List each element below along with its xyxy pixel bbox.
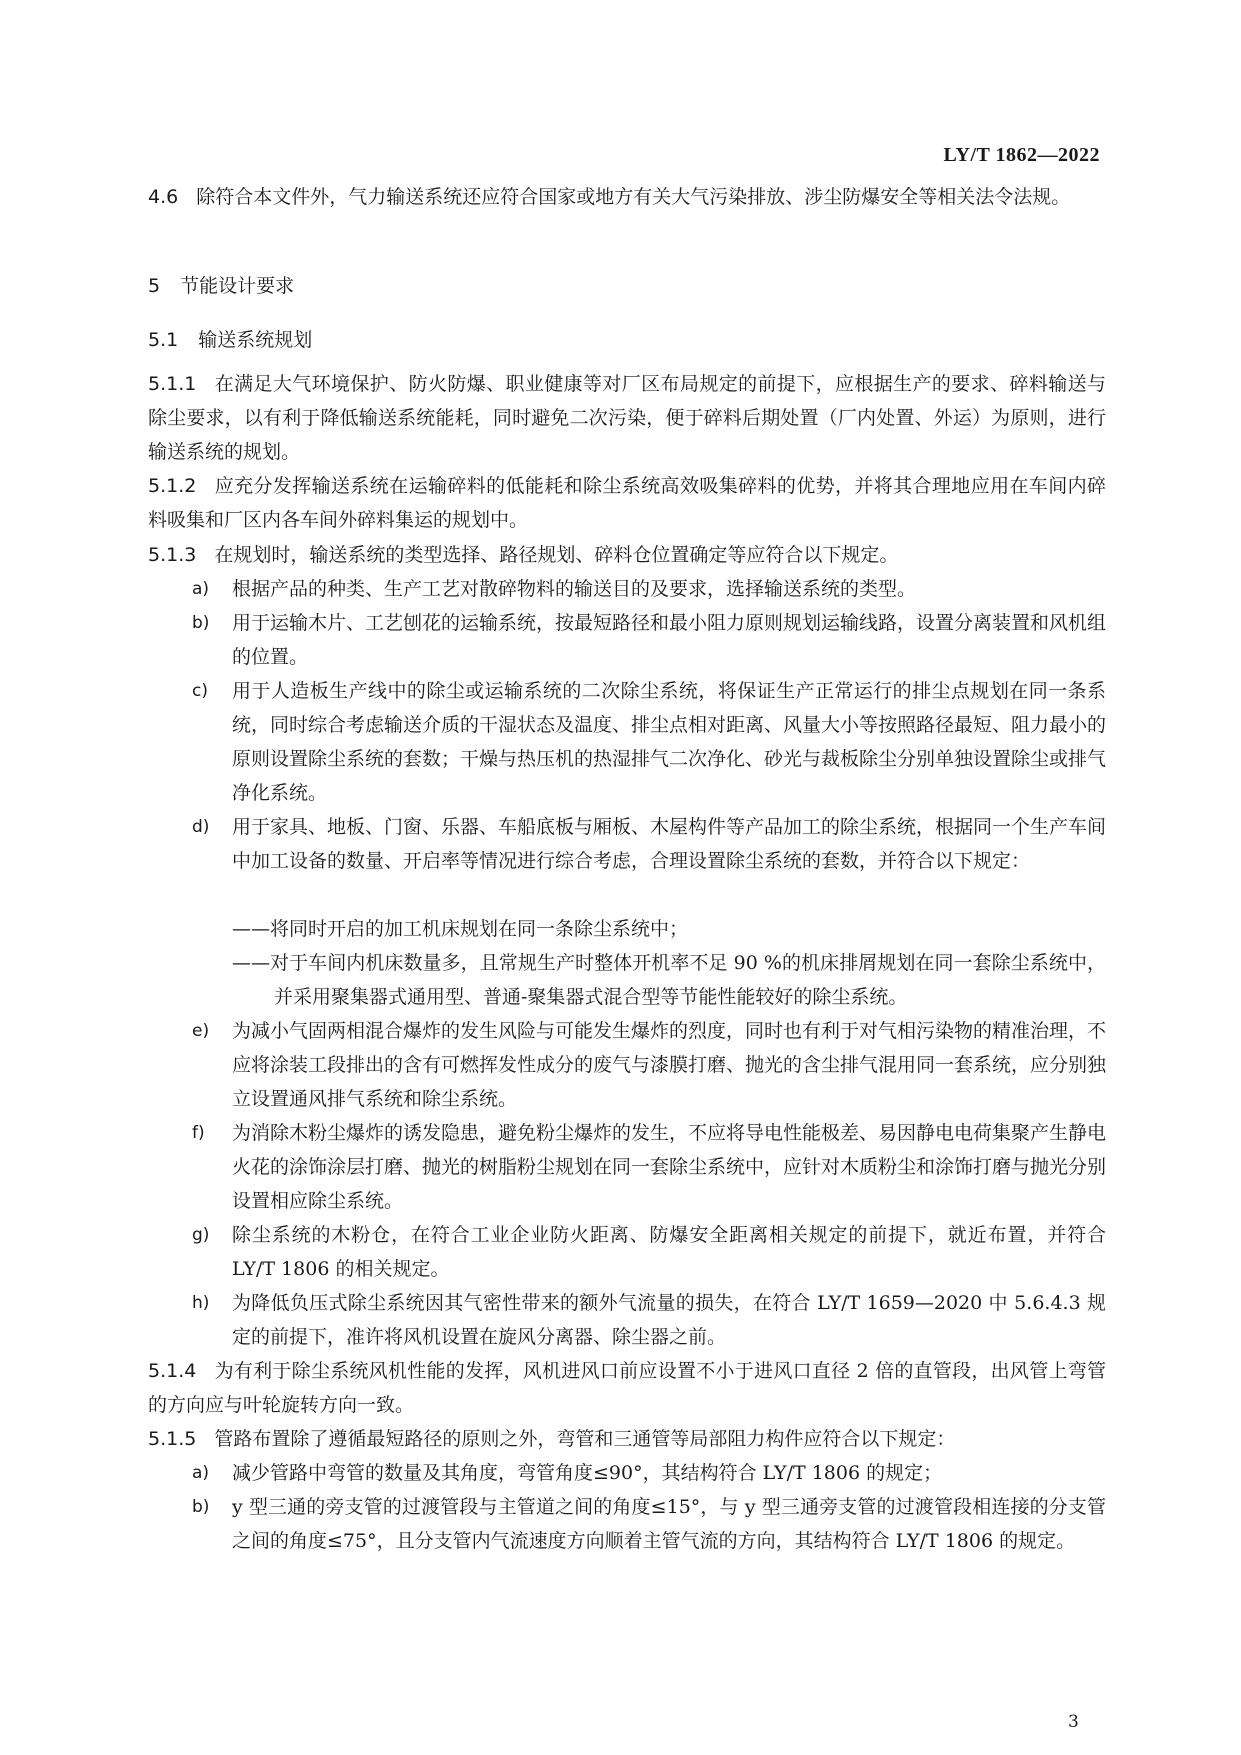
- list-marker: b): [192, 1497, 210, 1517]
- list-marker: e): [192, 1021, 210, 1041]
- clause-number: 5.1.2: [148, 475, 197, 497]
- list-text: 根据产品的种类、生产工艺对散碎物料的输送目的及要求，选择输送系统的类型。: [232, 578, 917, 600]
- clause-5-1-3: [148, 538, 1106, 572]
- list-item-c: [192, 674, 1106, 810]
- list-item-5-1-5-a: [192, 1456, 1106, 1490]
- list-marker: a): [192, 579, 210, 599]
- clause-5-1-2: [148, 469, 1106, 537]
- list-text: y 型三通的旁支管的过渡管段与主管道之间的角度≤15°，与 y 型三通旁支管的过渡管段相连接的分支管之间的角度≤75°，且分支管内气流速度方向顺着主管气流的方向，其结构符合 LY/T 1806 的规定。: [232, 1496, 1106, 1552]
- section-5-1-heading: [148, 323, 312, 357]
- clause-5-1-1: [148, 367, 1106, 469]
- list-marker: d): [192, 817, 210, 837]
- list-item-d: [192, 810, 1106, 878]
- list-marker: f): [192, 1123, 205, 1143]
- list-text: 为减小气固两相混合爆炸的发生风险与可能发生爆炸的烈度，同时也有利于对气相污染物的精准治理，不应将涂装工段排出的含有可燃挥发性成分的废气与漆膜打磨、抛光的含尘排气混用同一套系统，应分别独立设置通风排气系统和除尘系统。: [232, 1020, 1107, 1110]
- section-5-heading: [148, 269, 294, 303]
- list-item-5-1-5-b: [192, 1490, 1106, 1558]
- clause-5-1-4: [148, 1354, 1106, 1422]
- clause-number: 4.6: [148, 186, 179, 208]
- list-text: 用于人造板生产线中的除尘或运输系统的二次除尘系统，将保证生产正常运行的排尘点规划在同一条系统，同时综合考虑输送介质的干湿状态及温度、排尘点相对距离、风量大小等按照路径最短、阻力最小的原则设置除尘系统的套数；干燥与热压机的热湿排气二次净化、砂光与裁板除尘分别单独设置除尘或排气净化系统。: [232, 680, 1107, 804]
- list-item-b: [192, 606, 1106, 674]
- list-text: 除尘系统的木粉仓，在符合工业企业防火距离、防爆安全距离相关规定的前提下，就近布置，并符合 LY/T 1806 的相关规定。: [232, 1224, 1106, 1280]
- clause-number: 5.1.5: [148, 1428, 197, 1450]
- list-item-g: [192, 1218, 1106, 1286]
- dash-item-1: [232, 912, 1106, 946]
- page-number: 3: [1068, 1712, 1079, 1732]
- clause-text: 在规划时，输送系统的类型选择、路径规划、碎料仓位置确定等应符合以下规定。: [214, 544, 899, 566]
- section-title: 输送系统规划: [198, 329, 313, 351]
- section-number: 5: [148, 275, 161, 297]
- clause-text: 在满足大气环境保护、防火防爆、职业健康等对厂区布局规定的前提下，应根据生产的要求、碎料输送与除尘要求，以有利于降低输送系统能耗，同时避免二次污染，便于碎料后期处置（厂内处置、外运）为原则，进行输送系统的规划。: [148, 373, 1106, 463]
- dash-text: ——将同时开启的加工机床规划在同一条除尘系统中；: [232, 918, 689, 940]
- list-item-e: [192, 1014, 1106, 1116]
- clause-text: 为有利于除尘系统风机性能的发挥，风机进风口前应设置不小于进风口直径 2 倍的直管段，出风管上弯管的方向应与叶轮旋转方向一致。: [148, 1360, 1106, 1416]
- list-item-a: [192, 572, 1106, 606]
- list-item-h: [192, 1286, 1106, 1354]
- section-title: 节能设计要求: [180, 275, 295, 297]
- list-text: 用于运输木片、工艺刨花的运输系统，按最短路径和最小阻力原则规划运输线路，设置分离装置和风机组的位置。: [232, 612, 1107, 668]
- standard-code: LY/T 1862—2022: [943, 144, 1100, 166]
- clause-text: 除符合本文件外，气力输送系统还应符合国家或地方有关大气污染排放、涉尘防爆安全等相关法令法规。: [196, 186, 1071, 208]
- list-marker: h): [192, 1293, 210, 1313]
- section-number: 5.1: [148, 329, 179, 351]
- list-marker: a): [192, 1463, 210, 1483]
- list-text: 用于家具、地板、门窗、乐器、车船底板与厢板、木屋构件等产品加工的除尘系统，根据同一个生产车间中加工设备的数量、开启率等情况进行综合考虑，合理设置除尘系统的套数，并符合以下规定：: [232, 816, 1107, 872]
- clause-4-6: [148, 180, 1106, 214]
- list-marker: g): [192, 1225, 210, 1245]
- clause-text: 应充分发挥输送系统在运输碎料的低能耗和除尘系统高效吸集碎料的优势，并将其合理地应用在车间内碎料吸集和厂区内各车间外碎料集运的规划中。: [148, 475, 1106, 531]
- dash-text: ——对于车间内机床数量多，且常规生产时整体开机率不足 90 %的机床排屑规划在同一套除尘系统中，并采用聚集器式通用型、普通-聚集器式混合型等节能性能较好的除尘系统。: [232, 952, 1106, 1008]
- list-text: 减少管路中弯管的数量及其角度，弯管角度≤90°，其结构符合 LY/T 1806 的规定；: [232, 1462, 943, 1484]
- clause-number: 5.1.3: [148, 544, 197, 566]
- list-marker: b): [192, 613, 210, 633]
- clause-number: 5.1.4: [148, 1360, 197, 1382]
- dash-item-2: [232, 946, 1106, 1014]
- list-marker: c): [192, 681, 208, 701]
- list-text: 为降低负压式除尘系统因其气密性带来的额外气流量的损失，在符合 LY/T 1659—2020 中 5.6.4.3 规定的前提下，准许将风机设置在旋风分离器、除尘器之前。: [232, 1292, 1106, 1348]
- list-text: 为消除木粉尘爆炸的诱发隐患，避免粉尘爆炸的发生，不应将导电性能极差、易因静电电荷集聚产生静电火花的涂饰涂层打磨、抛光的树脂粉尘规划在同一套除尘系统中，应针对木质粉尘和涂饰打磨与抛光分别设置相应除尘系统。: [232, 1122, 1107, 1212]
- clause-5-1-5: [148, 1422, 1106, 1456]
- clause-text: 管路布置除了遵循最短路径的原则之外，弯管和三通管等局部阻力构件应符合以下规定：: [214, 1428, 956, 1450]
- list-item-f: [192, 1116, 1106, 1218]
- clause-number: 5.1.1: [148, 373, 197, 395]
